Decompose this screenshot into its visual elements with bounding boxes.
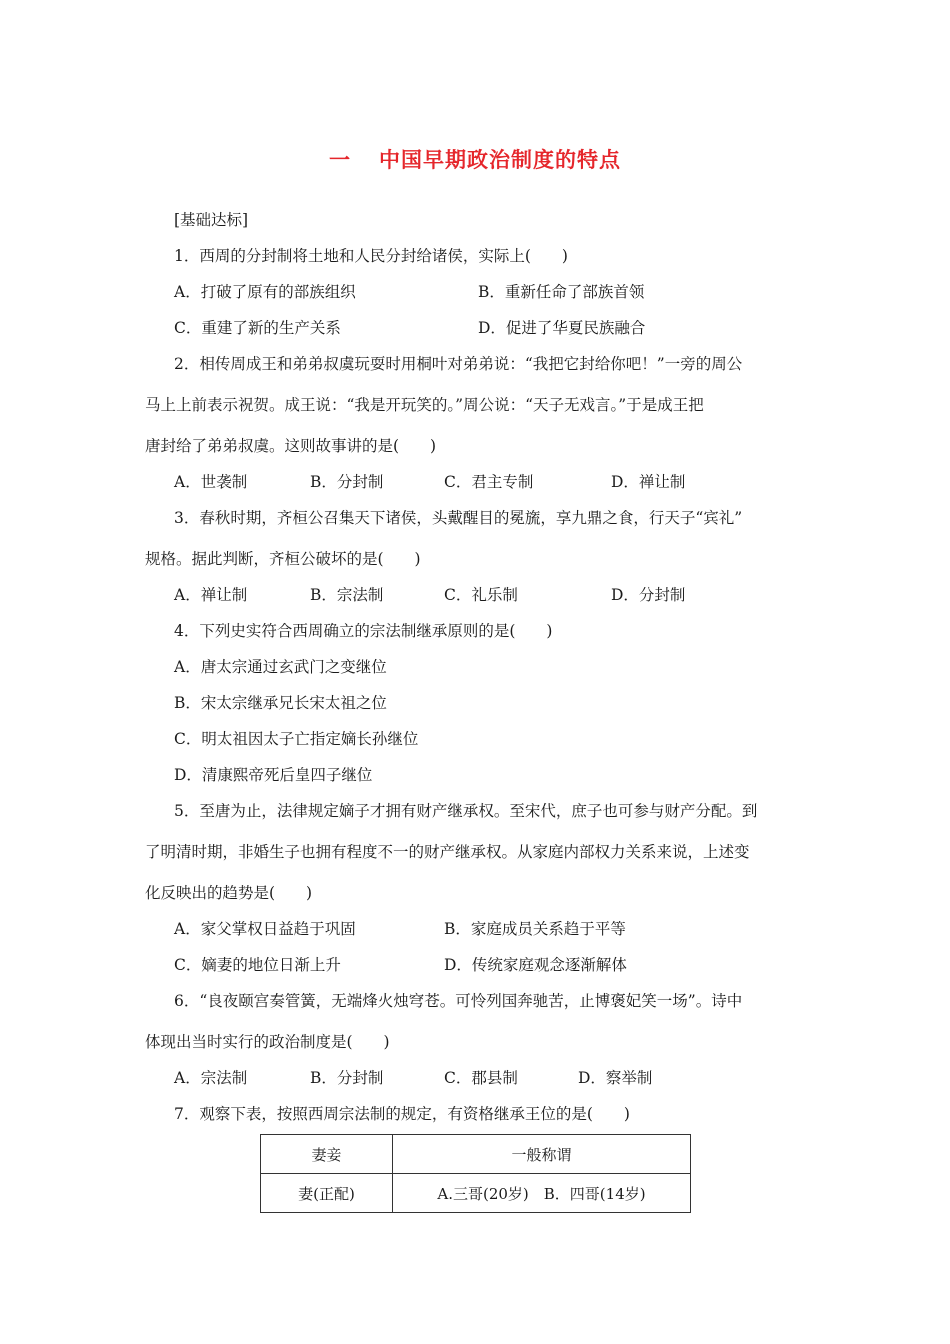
table-row [261, 1174, 691, 1213]
table-header-cell: 妻妾 [261, 1135, 393, 1174]
q5-option-b: B．家庭成员关系趋于平等 [444, 920, 626, 938]
q3-option-b: B．宗法制 [310, 586, 384, 604]
table-header-row [261, 1135, 691, 1174]
q6-option-d: D．察举制 [578, 1069, 653, 1087]
q5-line3: 化反映出的趋势是( ) [145, 884, 313, 902]
q7-stem: 7．观察下表，按照西周宗法制的规定，有资格继承王位的是( ) [174, 1105, 630, 1123]
q4-option-d: D．清康熙帝死后皇四子继位 [174, 766, 373, 784]
q6-line1: 6．“良夜颐宫奏管簧，无端烽火烛穹苍。可怜列国奔驰苦，止博褒妃笑一场”。诗中 [174, 992, 743, 1010]
q4-option-a: A．唐太宗通过玄武门之变继位 [174, 658, 387, 676]
q3-option-c: C．礼乐制 [444, 586, 518, 604]
q1-option-d: D．促进了华夏民族融合 [478, 319, 646, 337]
q4-stem: 4．下列史实符合西周确立的宗法制继承原则的是( ) [174, 622, 553, 640]
q2-line3: 唐封给了弟弟叔虞。这则故事讲的是( ) [145, 437, 437, 455]
q5-line2: 了明清时期，非婚生子也拥有程度不一的财产继承权。从家庭内部权力关系来说，上述变 [145, 843, 750, 861]
q5-line1: 5．至唐为止，法律规定嫡子才拥有财产继承权。至宋代，庶子也可参与财产分配。到 [174, 802, 758, 820]
q1-stem: 1．西周的分封制将土地和人民分封给诸侯，实际上( ) [174, 247, 568, 265]
q3-line1: 3．春秋时期，齐桓公召集天下诸侯，头戴醒目的冕旒，享九鼎之食，行天子“宾礼” [174, 509, 743, 527]
title-text: 中国早期政治制度的特点 [379, 148, 621, 172]
q1-option-b: B．重新任命了部族首领 [478, 283, 645, 301]
q2-option-c: C．君主专制 [444, 473, 534, 491]
q3-line2: 规格。据此判断，齐桓公破坏的是( ) [145, 550, 421, 568]
q1-option-c: C．重建了新的生产关系 [174, 319, 341, 337]
q6-option-c: C．郡县制 [444, 1069, 518, 1087]
q5-option-d: D．传统家庭观念逐渐解体 [444, 956, 627, 974]
q2-option-a: A．世袭制 [174, 473, 248, 491]
q3-option-d: D．分封制 [611, 586, 686, 604]
q2-line1: 2．相传周成王和弟弟叔虞玩耍时用桐叶对弟弟说：“我把它封给你吧！”一旁的周公 [174, 355, 743, 373]
table-cell: 妻(正配) [261, 1174, 393, 1213]
q2-option-b: B．分封制 [310, 473, 384, 491]
table-cell: A.三哥(20岁) B．四哥(14岁) [393, 1174, 691, 1213]
q3-option-a: A．禅让制 [174, 586, 248, 604]
q2-option-d: D．禅让制 [611, 473, 686, 491]
table-header-cell: 一般称谓 [393, 1135, 691, 1174]
q1-option-a: A．打破了原有的部族组织 [174, 283, 356, 301]
q5-option-a: A．家父掌权日益趋于巩固 [174, 920, 356, 938]
title-number: 一 [329, 148, 351, 172]
q6-line2: 体现出当时实行的政治制度是( ) [145, 1033, 390, 1051]
q6-option-a: A．宗法制 [174, 1069, 248, 1087]
section-label: [基础达标] [174, 211, 249, 229]
kinship-table [260, 1134, 691, 1213]
q2-line2: 马上上前表示祝贺。成王说：“我是开玩笑的。”周公说：“天子无戏言。”于是成王把 [145, 396, 704, 414]
q4-option-b: B．宋太宗继承兄长宋太祖之位 [174, 694, 387, 712]
q4-option-c: C．明太祖因太子亡指定嫡长孙继位 [174, 730, 419, 748]
q5-option-c: C．嫡妻的地位日渐上升 [174, 956, 341, 974]
q6-option-b: B．分封制 [310, 1069, 384, 1087]
page-title [0, 144, 950, 174]
